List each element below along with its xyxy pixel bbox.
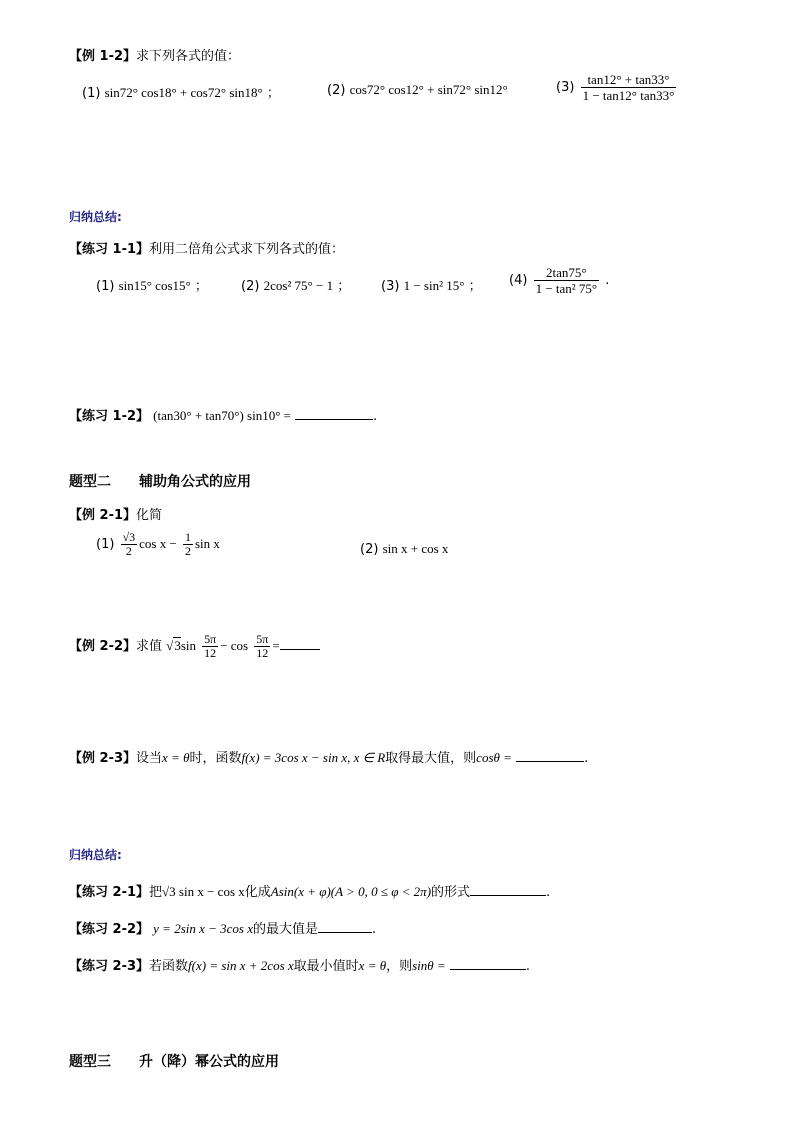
item-tail: . [372,922,377,937]
example-1-2-item-1 [82,82,280,101]
item-tail: . [373,409,378,424]
example-tag: 【例 2-1】 [69,508,137,523]
practice-tag: 【练习 1-1】 [69,242,150,257]
text: 的形式 [431,885,471,900]
math-expression: sin x + cos x [382,541,449,556]
text: 时，函数 [189,751,242,766]
practice-1-1-item-2 [241,275,350,294]
fraction-denominator: 12 [256,646,269,660]
answer-blank[interactable] [516,749,584,762]
practice-2-2 [69,918,376,937]
practice-1-1-item-1 [96,275,208,294]
math-expression: x = θ [358,958,387,973]
answer-blank[interactable] [450,957,526,970]
example-1-2-item-3 [556,72,678,103]
fraction-denominator: 2 [125,544,132,558]
item-tail: ； [468,279,482,294]
math-expression: (tan30° + tan70°) sin10° = [153,408,292,423]
text: 化成 [244,885,271,900]
item-label: (1) [82,86,101,101]
fraction-numerator: 5π [204,632,217,646]
math-expression: sinθ = [412,958,446,973]
fraction-denominator: 1 − tan² 75° [535,281,598,296]
fraction-denominator: 12 [204,646,217,660]
example-tag: 【例 2-3】 [69,751,137,766]
practice-2-3 [69,955,530,974]
item-tail: . [525,959,530,974]
example-1-2-header [69,45,240,64]
equals-sign: = [272,638,280,653]
practice-tag: 【练习 2-3】 [69,959,150,974]
section-heading-3 [69,1051,279,1071]
practice-tag: 【练习 1-2】 [69,409,150,424]
example-prompt: 化简 [136,508,163,523]
item-tail: . [584,751,589,766]
fraction-numerator: 1 [184,530,191,544]
example-tag: 【例 1-2】 [69,49,137,64]
radicand: 3 [174,638,181,653]
text: 设当 [136,751,163,766]
math-expression: cos72° cos12° + sin72° sin12° [349,82,508,97]
text: 的最大值是 [253,922,319,937]
practice-tag: 【练习 2-1】 [69,885,150,900]
item-label: (1) [96,279,115,294]
item-tail: . [605,273,610,288]
example-2-1-item-1 [96,531,220,558]
summary-label-2: 归纳总结: [69,848,122,862]
math-expression: x = θ [162,750,190,765]
math-expression: cos x − [139,536,177,551]
math-expression: f(x) = 3cos x − sin x, x ∈ R [241,750,386,765]
math-expression: Asin(x + φ)(A > 0, 0 ≤ φ < 2π) [270,884,432,899]
fraction-numerator: √3 [122,530,136,544]
practice-tag: 【练习 2-2】 [69,922,150,937]
item-label: (2) [241,279,260,294]
text: 若函数 [149,959,189,974]
example-2-1-item-2 [360,541,448,557]
section-label: 题型二 [69,474,111,490]
fraction [254,633,270,660]
math-expression: cosθ = [476,750,512,765]
math-expression: − cos [220,638,249,653]
summary-label-1: 归纳总结: [69,210,122,224]
practice-2-1 [69,881,550,900]
section-title: 辅助角公式的应用 [139,474,251,490]
practice-1-1-header [69,238,344,257]
fraction [183,531,193,558]
item-tail: ； [337,279,351,294]
text: 把 [149,885,163,900]
practice-1-1-item-4 [509,265,609,296]
answer-blank[interactable] [295,407,373,420]
item-label: (3) [556,80,575,95]
text: 取得最大值，则 [385,751,477,766]
item-tail: . [546,885,551,900]
text: 取最小值时 [293,959,359,974]
item-label: (1) [96,537,115,552]
fraction [581,72,677,103]
item-label: (2) [327,83,346,98]
math-expression: sin x [194,536,220,551]
example-2-3 [69,747,588,766]
item-tail: ； [194,279,208,294]
math-expression: f(x) = sin x + 2cos x [188,958,294,973]
item-label: (3) [381,279,400,294]
example-prompt: 求值 [136,639,163,654]
math-expression: √3 sin x − cos x [162,884,245,899]
math-expression: 2cos² 75° − 1 [263,278,334,293]
fraction [202,633,218,660]
answer-blank[interactable] [280,637,320,650]
item-label: (2) [360,542,379,557]
example-1-2-item-2 [327,82,508,98]
fraction-numerator: 5π [256,632,269,646]
example-prompt: 求下列各式的值： [136,49,241,64]
square-root: √3 [166,638,181,653]
answer-blank[interactable] [318,920,372,933]
fraction [121,531,138,558]
fraction-denominator: 1 − tan12° tan33° [582,88,675,103]
fraction-denominator: 2 [184,544,191,558]
math-expression: sin15° cos15° [118,278,191,293]
item-tail: ； [266,86,280,101]
section-label: 题型三 [69,1054,111,1070]
example-tag: 【例 2-2】 [69,639,137,654]
practice-1-2 [69,405,377,424]
answer-blank[interactable] [470,883,546,896]
math-expression: sin [180,638,196,653]
section-title: 升（降）幂公式的应用 [139,1054,279,1070]
fraction [534,265,600,296]
example-2-1-header [69,504,162,523]
math-expression: sin72° cos18° + cos72° sin18° [104,85,263,100]
example-2-2 [69,633,320,660]
math-expression: 1 − sin² 15° [403,278,465,293]
text: ，则 [386,959,413,974]
practice-prompt: 利用二倍角公式求下列各式的值： [149,242,345,257]
fraction-numerator: tan12° + tan33° [581,72,677,88]
practice-1-1-item-3 [381,275,482,294]
item-label: (4) [509,273,528,288]
section-heading-2 [69,471,251,491]
fraction-numerator: 2tan75° [534,265,600,281]
math-expression: y = 2sin x − 3cos x [153,921,254,936]
